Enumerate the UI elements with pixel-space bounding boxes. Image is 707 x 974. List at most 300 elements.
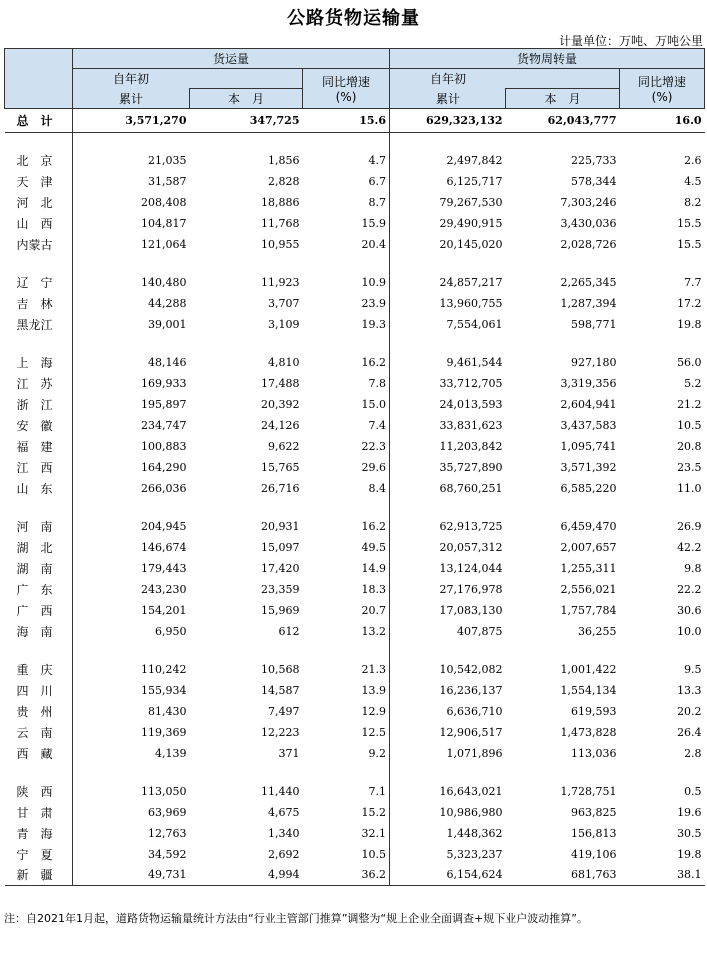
turnover-yoy-cell: 15.5 bbox=[677, 237, 702, 251]
turnover-yoy-cell: 2.8 bbox=[684, 746, 702, 760]
turnover-month-cell: 3,430,036 bbox=[560, 216, 617, 230]
turnover-ytd-cell: 62,913,725 bbox=[390, 516, 506, 537]
turnover-yoy-label: 同比增速 bbox=[638, 75, 687, 89]
freight-ytd-cell: 12,763 bbox=[73, 823, 190, 844]
turnover-ytd-cell: 10,542,082 bbox=[390, 659, 506, 680]
table-row bbox=[5, 743, 705, 764]
turnover-ytd-cell: 1,071,896 bbox=[390, 743, 506, 764]
freight-month-cell: 2,692 bbox=[268, 847, 300, 861]
table-row bbox=[5, 171, 705, 192]
turnover-yoy-cell: 22.2 bbox=[677, 582, 702, 596]
turnover-month-cell: 681,763 bbox=[506, 865, 620, 886]
spacer-cell bbox=[303, 335, 390, 352]
group-spacer bbox=[5, 764, 705, 781]
freight-yoy-cell: 8.4 bbox=[368, 481, 387, 495]
turnover-month-cell: 598,771 bbox=[571, 317, 617, 331]
turnover-month-cell: 1,473,828 bbox=[560, 725, 617, 739]
freight-yoy-cell: 15.9 bbox=[361, 216, 387, 230]
total-freight-month: 347,725 bbox=[190, 109, 303, 133]
turnover-ytd-cell: 11,203,842 bbox=[390, 436, 506, 457]
province-name: 甘 肃 bbox=[16, 805, 53, 820]
freight-ytd-cell: 44,288 bbox=[73, 293, 190, 314]
freight-ytd-cell: 39,001 bbox=[73, 314, 190, 335]
province-name: 湖 南 bbox=[16, 561, 53, 576]
freight-yoy-cell: 13.2 bbox=[361, 624, 387, 638]
turnover-month-cell: 2,265,345 bbox=[560, 275, 617, 289]
turnover-yoy-cell: 0.5 bbox=[684, 784, 702, 798]
freight-yoy-cell: 16.2 bbox=[361, 519, 387, 533]
province-name: 江 苏 bbox=[16, 376, 53, 391]
table-row bbox=[5, 415, 705, 436]
freight-ytd-cell: 140,480 bbox=[73, 272, 190, 293]
turnover-yoy-cell: 8.2 bbox=[684, 195, 702, 209]
freight-month-cell: 371 bbox=[278, 746, 300, 760]
freight-ytd-cell: 63,969 bbox=[73, 802, 190, 823]
freight-yoy-unit: (%) bbox=[335, 90, 357, 104]
freight-yoy-cell: 6.7 bbox=[368, 174, 387, 188]
turnover-yoy-cell: 21.2 bbox=[677, 397, 702, 411]
spacer-cell bbox=[190, 335, 303, 352]
table-row bbox=[5, 802, 705, 823]
province-name: 云 南 bbox=[16, 725, 53, 740]
province-name: 浙 江 bbox=[16, 397, 53, 412]
table-row bbox=[5, 558, 705, 579]
table-row bbox=[5, 436, 705, 457]
spacer-cell bbox=[5, 642, 73, 659]
freight-month-cell: 10,955 bbox=[261, 237, 300, 251]
turnover-yoy-cell: 30.6 bbox=[677, 603, 702, 617]
freight-yoy-cell: 16.2 bbox=[361, 355, 387, 369]
freight-month-cell: 9,622 bbox=[268, 439, 300, 453]
freight-ytd-cell: 164,290 bbox=[73, 457, 190, 478]
freight-month-cell: 15,765 bbox=[261, 460, 300, 474]
freight-yoy-cell: 9.2 bbox=[368, 746, 387, 760]
turnover-month-cell: 6,585,220 bbox=[560, 481, 617, 495]
freight-ytd-cell: 49,731 bbox=[73, 865, 190, 886]
turnover-yoy-header bbox=[620, 69, 705, 109]
freight-ytd-cell: 119,369 bbox=[73, 722, 190, 743]
spacer-cell bbox=[390, 499, 506, 516]
freight-month-cell: 17,420 bbox=[261, 561, 300, 575]
province-name: 河 北 bbox=[16, 195, 53, 210]
spacer-cell bbox=[73, 642, 190, 659]
freight-yoy-cell: 32.1 bbox=[361, 826, 387, 840]
freight-yoy-cell: 15.2 bbox=[361, 805, 387, 819]
freight-yoy-header bbox=[303, 69, 390, 109]
freight-month-cell: 11,768 bbox=[261, 216, 300, 230]
table-row bbox=[5, 213, 705, 234]
freight-month-cell: 4,810 bbox=[268, 355, 300, 369]
turnover-month-cell: 1,757,784 bbox=[560, 603, 617, 617]
freight-ytd-cumulative-header: 累计 bbox=[73, 89, 190, 109]
turnover-month-cell: 1,095,741 bbox=[560, 439, 617, 453]
spacer-cell bbox=[303, 764, 390, 781]
group-spacer bbox=[5, 642, 705, 659]
freight-ytd-cell: 195,897 bbox=[73, 394, 190, 415]
turnover-yoy-unit: (%) bbox=[651, 90, 673, 104]
table-row bbox=[5, 621, 705, 642]
turnover-month-cell: 1,287,394 bbox=[560, 296, 617, 310]
spacer-cell bbox=[506, 133, 620, 150]
province-name: 山 东 bbox=[16, 481, 53, 496]
province-name: 贵 州 bbox=[16, 704, 53, 719]
freight-yoy-cell: 7.4 bbox=[368, 418, 387, 432]
turnover-yoy-cell: 9.8 bbox=[684, 561, 702, 575]
freight-yoy-cell: 14.9 bbox=[361, 561, 387, 575]
freight-yoy-cell: 36.2 bbox=[303, 865, 390, 886]
turnover-yoy-cell: 42.2 bbox=[677, 540, 702, 554]
turnover-yoy-cell: 30.5 bbox=[677, 826, 702, 840]
freight-yoy-cell: 12.9 bbox=[361, 704, 387, 718]
spacer-cell bbox=[620, 499, 705, 516]
page-title: 公路货物运输量 bbox=[287, 8, 420, 29]
spacer-cell bbox=[390, 764, 506, 781]
freight-month-cell: 11,440 bbox=[261, 784, 300, 798]
freight-yoy-cell: 20.7 bbox=[361, 603, 387, 617]
freight-yoy-cell: 7.8 bbox=[368, 376, 387, 390]
total-freight-ytd: 3,571,270 bbox=[73, 109, 190, 133]
turnover-ytd-cumulative-header: 累计 bbox=[390, 89, 506, 109]
turnover-header: 货物周转量 bbox=[390, 49, 705, 69]
turnover-ytd-cell: 6,154,624 bbox=[390, 865, 506, 886]
turnover-month-cell: 1,001,422 bbox=[560, 662, 617, 676]
freight-month-cell: 7,497 bbox=[268, 704, 300, 718]
turnover-ytd-cell: 5,323,237 bbox=[390, 844, 506, 865]
spacer-cell bbox=[506, 499, 620, 516]
freight-ytd-cell: 113,050 bbox=[73, 781, 190, 802]
freight-month-cell: 23,359 bbox=[261, 582, 300, 596]
turnover-ytd-cell: 6,636,710 bbox=[390, 701, 506, 722]
freight-yoy-cell: 10.5 bbox=[361, 847, 387, 861]
freight-month-cell: 15,969 bbox=[261, 603, 300, 617]
spacer-cell bbox=[620, 255, 705, 272]
turnover-ytd-cell: 1,448,362 bbox=[390, 823, 506, 844]
spacer-cell bbox=[190, 255, 303, 272]
province-name: 广 西 bbox=[16, 603, 53, 618]
table-row bbox=[5, 478, 705, 499]
table-row bbox=[5, 844, 705, 865]
turnover-yoy-cell: 19.6 bbox=[677, 805, 702, 819]
province-name: 陕 西 bbox=[16, 784, 53, 799]
table-row bbox=[5, 600, 705, 621]
footnote: 注：自2021年1月起，道路货物运输量统计方法由“行业主管部门推算”调整为“规上企业全面调查+规下业户波动推算”。 bbox=[4, 912, 589, 925]
province-name: 山 西 bbox=[16, 216, 53, 231]
freight-ytd-cell: 110,242 bbox=[73, 659, 190, 680]
spacer-cell bbox=[190, 764, 303, 781]
turnover-month-header: 本 月 bbox=[506, 89, 620, 109]
freight-ytd-cell: 154,201 bbox=[73, 600, 190, 621]
freight-month-cell: 17,488 bbox=[261, 376, 300, 390]
freight-yoy-cell: 4.7 bbox=[368, 153, 387, 167]
turnover-yoy-cell: 10.5 bbox=[677, 418, 702, 432]
turnover-month-cell: 1,728,751 bbox=[560, 784, 617, 798]
freight-month-cell: 3,109 bbox=[268, 317, 300, 331]
turnover-yoy-cell: 10.0 bbox=[677, 624, 702, 638]
turnover-ytd-cell: 20,145,020 bbox=[390, 234, 506, 255]
freight-month-cell: 4,994 bbox=[190, 865, 303, 886]
province-name: 福 建 bbox=[16, 439, 53, 454]
spacer-cell bbox=[190, 133, 303, 150]
freight-yoy-cell: 7.1 bbox=[368, 784, 387, 798]
spacer-cell bbox=[5, 764, 73, 781]
spacer-cell bbox=[190, 499, 303, 516]
province-name: 江 西 bbox=[16, 460, 53, 475]
freight-yoy-cell: 10.9 bbox=[361, 275, 387, 289]
spacer-cell bbox=[5, 133, 73, 150]
freight-ytd-cell: 179,443 bbox=[73, 558, 190, 579]
group-spacer bbox=[5, 133, 705, 150]
freight-ytd-cell: 204,945 bbox=[73, 516, 190, 537]
freight-ytd-cell: 266,036 bbox=[73, 478, 190, 499]
spacer-cell bbox=[5, 499, 73, 516]
table-row bbox=[5, 579, 705, 600]
spacer-cell bbox=[390, 642, 506, 659]
turnover-month-cell: 1,554,134 bbox=[560, 683, 617, 697]
freight-yoy-cell: 20.4 bbox=[361, 237, 387, 251]
freight-ytd-cell: 4,139 bbox=[73, 743, 190, 764]
total-row bbox=[5, 109, 705, 133]
turnover-yoy-cell: 17.2 bbox=[677, 296, 702, 310]
table-row bbox=[5, 192, 705, 213]
freight-yoy-cell: 15.0 bbox=[361, 397, 387, 411]
freight-month-cell: 15,097 bbox=[261, 540, 300, 554]
turnover-ytd-cell: 24,013,593 bbox=[390, 394, 506, 415]
table-row bbox=[5, 234, 705, 255]
turnover-month-cell: 6,459,470 bbox=[560, 519, 617, 533]
province-name: 吉 林 bbox=[16, 296, 53, 311]
freight-ytd-cell: 21,035 bbox=[73, 150, 190, 171]
total-label: 总 计 bbox=[5, 109, 73, 133]
freight-ytd-cell: 155,934 bbox=[73, 680, 190, 701]
freight-month-header: 本 月 bbox=[190, 89, 303, 109]
turnover-month-cell: 927,180 bbox=[571, 355, 617, 369]
province-name: 新 疆 bbox=[5, 865, 73, 886]
turnover-yoy-cell: 5.2 bbox=[684, 376, 702, 390]
turnover-yoy-cell: 2.6 bbox=[684, 153, 702, 167]
table-row bbox=[5, 373, 705, 394]
spacer-cell bbox=[73, 335, 190, 352]
freight-ytd-cell: 208,408 bbox=[73, 192, 190, 213]
turnover-yoy-cell: 38.1 bbox=[620, 865, 705, 886]
freight-yoy-cell: 49.5 bbox=[361, 540, 387, 554]
table-header bbox=[5, 49, 705, 109]
turnover-ytd-cell: 27,176,978 bbox=[390, 579, 506, 600]
table-row bbox=[5, 722, 705, 743]
spacer-cell bbox=[506, 255, 620, 272]
spacer-cell bbox=[303, 642, 390, 659]
turnover-yoy-cell: 9.5 bbox=[684, 662, 702, 676]
freight-yoy-cell: 12.5 bbox=[361, 725, 387, 739]
province-name: 青 海 bbox=[16, 826, 53, 841]
spacer-cell bbox=[73, 255, 190, 272]
freight-ytd-cell: 34,592 bbox=[73, 844, 190, 865]
spacer-cell bbox=[620, 642, 705, 659]
turnover-ytd-cell: 13,960,755 bbox=[390, 293, 506, 314]
province-name: 四 川 bbox=[16, 683, 53, 698]
province-name: 海 南 bbox=[16, 624, 53, 639]
freight-ytd-cell: 6,950 bbox=[73, 621, 190, 642]
turnover-yoy-cell: 7.7 bbox=[684, 275, 702, 289]
turnover-month-cell: 419,106 bbox=[571, 847, 617, 861]
table-row bbox=[5, 781, 705, 802]
spacer-cell bbox=[5, 335, 73, 352]
freight-month-cell: 12,223 bbox=[261, 725, 300, 739]
freight-ytd-header: 自年初 bbox=[73, 69, 303, 89]
turnover-month-cell: 963,825 bbox=[571, 805, 617, 819]
spacer-cell bbox=[73, 764, 190, 781]
province-name: 宁 夏 bbox=[16, 847, 53, 862]
freight-yoy-cell: 29.6 bbox=[361, 460, 387, 474]
freight-yoy-cell: 19.3 bbox=[361, 317, 387, 331]
freight-month-cell: 20,931 bbox=[261, 519, 300, 533]
turnover-month-cell: 2,556,021 bbox=[560, 582, 617, 596]
turnover-month-cell: 36,255 bbox=[578, 624, 617, 638]
turnover-month-cell: 156,813 bbox=[571, 826, 617, 840]
turnover-ytd-cell: 79,267,530 bbox=[390, 192, 506, 213]
freight-month-cell: 4,675 bbox=[268, 805, 300, 819]
turnover-yoy-cell: 19.8 bbox=[677, 847, 702, 861]
freight-ytd-cell: 31,587 bbox=[73, 171, 190, 192]
spacer-cell bbox=[620, 764, 705, 781]
spacer-cell bbox=[303, 255, 390, 272]
turnover-ytd-cell: 24,857,217 bbox=[390, 272, 506, 293]
freight-month-cell: 14,587 bbox=[261, 683, 300, 697]
province-name: 湖 北 bbox=[16, 540, 53, 555]
freight-header: 货运量 bbox=[73, 49, 390, 69]
spacer-cell bbox=[506, 764, 620, 781]
turnover-yoy-cell: 4.5 bbox=[684, 174, 702, 188]
turnover-month-cell: 578,344 bbox=[571, 174, 617, 188]
group-spacer bbox=[5, 499, 705, 516]
table-body bbox=[5, 109, 705, 886]
turnover-month-cell: 3,319,356 bbox=[560, 376, 617, 390]
turnover-month-cell: 3,437,583 bbox=[560, 418, 617, 432]
unit-label: 计量单位：万吨、万吨公里 bbox=[558, 34, 703, 48]
turnover-yoy-cell: 15.5 bbox=[677, 216, 702, 230]
turnover-month-cell: 225,733 bbox=[571, 153, 617, 167]
freight-month-cell: 18,886 bbox=[261, 195, 300, 209]
table-row bbox=[5, 150, 705, 171]
freight-ytd-cell: 100,883 bbox=[73, 436, 190, 457]
spacer-cell bbox=[5, 255, 73, 272]
table-row bbox=[5, 516, 705, 537]
turnover-ytd-cell: 9,461,544 bbox=[390, 352, 506, 373]
table-row bbox=[5, 680, 705, 701]
spacer-cell bbox=[390, 255, 506, 272]
freight-yoy-label: 同比增速 bbox=[322, 75, 371, 89]
freight-month-cell: 2,828 bbox=[268, 174, 300, 188]
spacer-cell bbox=[303, 133, 390, 150]
table-row bbox=[5, 272, 705, 293]
province-name: 辽 宁 bbox=[16, 275, 53, 290]
turnover-ytd-cell: 2,497,842 bbox=[390, 150, 506, 171]
spacer-cell bbox=[190, 642, 303, 659]
turnover-yoy-cell: 56.0 bbox=[677, 355, 702, 369]
freight-ytd-cell: 104,817 bbox=[73, 213, 190, 234]
freight-yoy-cell: 18.3 bbox=[361, 582, 387, 596]
turnover-month-cell: 3,571,392 bbox=[560, 460, 617, 474]
turnover-yoy-cell: 20.8 bbox=[677, 439, 702, 453]
freight-yoy-cell: 13.9 bbox=[361, 683, 387, 697]
table-row bbox=[5, 457, 705, 478]
corner-header bbox=[5, 49, 73, 109]
turnover-ytd-cell: 35,727,890 bbox=[390, 457, 506, 478]
province-name: 天 津 bbox=[16, 174, 53, 189]
group-spacer bbox=[5, 335, 705, 352]
turnover-yoy-cell: 11.0 bbox=[677, 481, 702, 495]
turnover-ytd-cell: 6,125,717 bbox=[390, 171, 506, 192]
turnover-ytd-cell: 407,875 bbox=[390, 621, 506, 642]
table-row bbox=[5, 823, 705, 844]
freight-yoy-cell: 21.3 bbox=[361, 662, 387, 676]
turnover-ytd-header: 自年初 bbox=[390, 69, 620, 89]
province-name: 河 南 bbox=[16, 519, 53, 534]
spacer-cell bbox=[73, 133, 190, 150]
spacer-cell bbox=[620, 335, 705, 352]
freight-ytd-cell: 121,064 bbox=[73, 234, 190, 255]
freight-month-cell: 24,126 bbox=[261, 418, 300, 432]
province-name: 内蒙古 bbox=[16, 237, 53, 252]
turnover-yoy-cell: 23.5 bbox=[677, 460, 702, 474]
table-row bbox=[5, 865, 705, 886]
freight-yoy-cell: 23.9 bbox=[361, 296, 387, 310]
province-name: 北 京 bbox=[16, 153, 53, 168]
spacer-cell bbox=[506, 335, 620, 352]
turnover-month-cell: 2,604,941 bbox=[560, 397, 617, 411]
turnover-ytd-cell: 20,057,312 bbox=[390, 537, 506, 558]
turnover-month-cell: 2,028,726 bbox=[560, 237, 617, 251]
freight-month-cell: 1,856 bbox=[268, 153, 300, 167]
spacer-cell bbox=[73, 499, 190, 516]
table-row bbox=[5, 701, 705, 722]
turnover-ytd-cell: 7,554,061 bbox=[390, 314, 506, 335]
freight-ytd-cell: 146,674 bbox=[73, 537, 190, 558]
turnover-yoy-cell: 26.4 bbox=[677, 725, 702, 739]
turnover-yoy-cell: 20.2 bbox=[677, 704, 702, 718]
turnover-month-cell: 7,303,246 bbox=[560, 195, 617, 209]
turnover-ytd-cell: 12,906,517 bbox=[390, 722, 506, 743]
province-name: 安 徽 bbox=[16, 418, 53, 433]
turnover-ytd-cell: 33,831,623 bbox=[390, 415, 506, 436]
turnover-ytd-cell: 17,083,130 bbox=[390, 600, 506, 621]
turnover-ytd-cell: 10,986,980 bbox=[390, 802, 506, 823]
province-name: 重 庆 bbox=[16, 662, 53, 677]
table-row bbox=[5, 352, 705, 373]
turnover-month-cell: 113,036 bbox=[571, 746, 617, 760]
province-name: 广 东 bbox=[16, 582, 53, 597]
freight-ytd-cell: 169,933 bbox=[73, 373, 190, 394]
turnover-yoy-cell: 26.9 bbox=[677, 519, 702, 533]
group-spacer bbox=[5, 255, 705, 272]
freight-yoy-cell: 8.7 bbox=[368, 195, 387, 209]
turnover-ytd-cell: 16,236,137 bbox=[390, 680, 506, 701]
freight-month-cell: 20,392 bbox=[261, 397, 300, 411]
province-name: 西 藏 bbox=[16, 746, 53, 761]
table-row bbox=[5, 537, 705, 558]
turnover-ytd-cell: 16,643,021 bbox=[390, 781, 506, 802]
freight-ytd-cell: 234,747 bbox=[73, 415, 190, 436]
turnover-month-cell: 1,255,311 bbox=[560, 561, 617, 575]
turnover-month-cell: 619,593 bbox=[571, 704, 617, 718]
total-turnover-ytd: 629,323,132 bbox=[390, 109, 506, 133]
table-row bbox=[5, 659, 705, 680]
total-turnover-month: 62,043,777 bbox=[506, 109, 620, 133]
freight-month-cell: 3,707 bbox=[268, 296, 300, 310]
turnover-ytd-cell: 33,712,705 bbox=[390, 373, 506, 394]
spacer-cell bbox=[620, 133, 705, 150]
freight-ytd-cell: 48,146 bbox=[73, 352, 190, 373]
freight-ytd-cell: 81,430 bbox=[73, 701, 190, 722]
